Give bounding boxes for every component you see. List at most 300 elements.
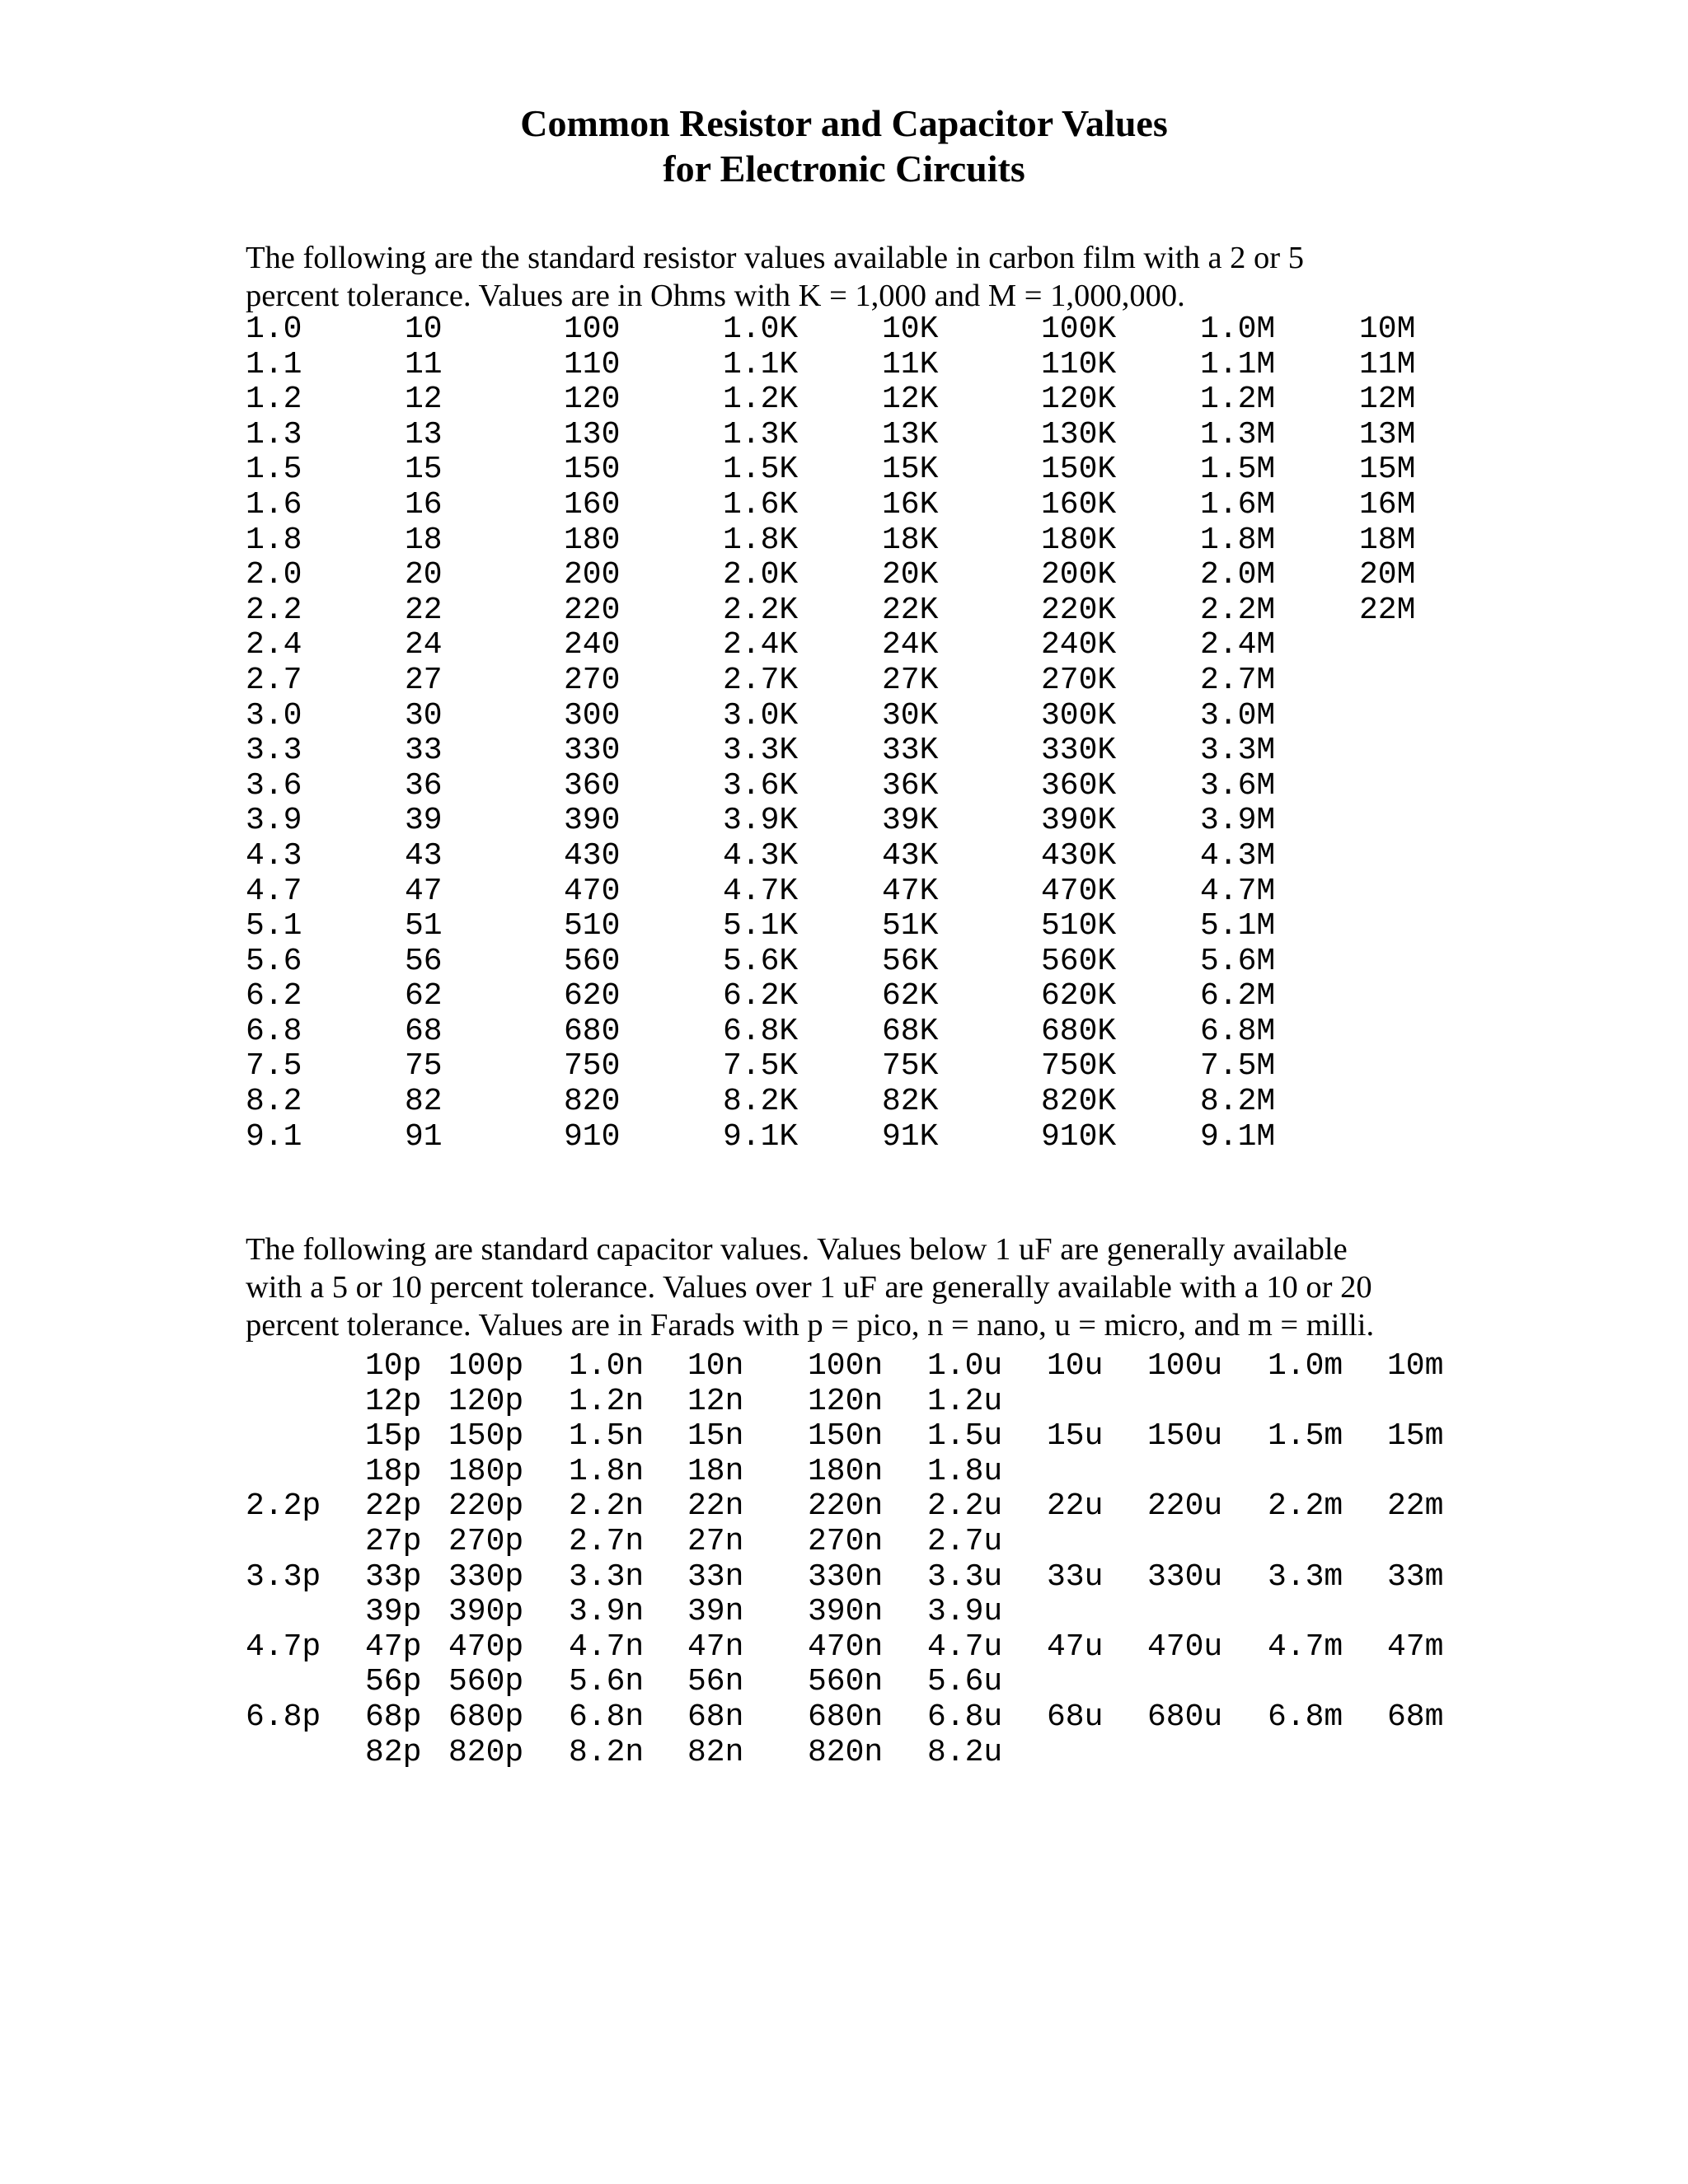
resistor-value: 82: [405, 1084, 443, 1120]
capacitor-value: 100p: [448, 1348, 524, 1384]
resistor-row: [246, 839, 1441, 874]
capacitor-value: 3.9n: [569, 1594, 645, 1630]
capacitor-value: 1.0u: [927, 1348, 1003, 1384]
capacitor-row: [246, 1525, 1441, 1560]
resistor-value: 2.7: [246, 662, 302, 698]
resistor-value: 20M: [1359, 557, 1416, 593]
capacitor-value: 6.8m: [1268, 1699, 1343, 1735]
resistor-value: 200K: [1041, 557, 1117, 593]
resistor-value: 1.6: [246, 486, 302, 523]
resistor-value: 4.3K: [723, 837, 799, 874]
resistor-value: 18K: [882, 522, 939, 558]
resistor-value: 22: [405, 592, 443, 628]
resistor-value: 91K: [882, 1118, 939, 1155]
resistor-value: 1.5: [246, 452, 302, 488]
resistor-value: 510: [564, 908, 621, 944]
resistor-value: 2.0K: [723, 557, 799, 593]
capacitor-value: 82n: [687, 1734, 744, 1770]
resistor-value: 3.3: [246, 733, 302, 769]
capacitor-intro-line: The following are standard capacitor values. Values below 1 uF are generally available: [246, 1232, 1348, 1267]
resistor-value: 75K: [882, 1048, 939, 1085]
capacitor-value: 18p: [365, 1453, 422, 1489]
resistor-value: 51: [405, 908, 443, 944]
capacitor-value: 4.7u: [927, 1629, 1003, 1665]
resistor-value: 2.0: [246, 557, 302, 593]
capacitor-value: 33p: [365, 1558, 422, 1595]
resistor-value: 130K: [1041, 416, 1117, 452]
capacitor-value: 2.2m: [1268, 1488, 1343, 1525]
resistor-value: 10K: [882, 312, 939, 347]
capacitor-row: [246, 1455, 1441, 1490]
capacitor-value: 39p: [365, 1594, 422, 1630]
capacitor-value: 22p: [365, 1488, 422, 1525]
resistor-row: [246, 733, 1441, 769]
capacitor-value: 820p: [448, 1734, 524, 1770]
resistor-value: 16M: [1359, 486, 1416, 523]
resistor-value: 430K: [1041, 837, 1117, 874]
resistor-value: 13M: [1359, 416, 1416, 452]
resistor-value: 6.8: [246, 1013, 302, 1049]
resistor-value: 15: [405, 452, 443, 488]
resistor-value: 6.8M: [1200, 1013, 1276, 1049]
resistor-value: 180K: [1041, 522, 1117, 558]
capacitor-value: 47u: [1047, 1629, 1104, 1665]
capacitor-value: 15m: [1387, 1418, 1444, 1455]
capacitor-value: 470n: [808, 1629, 884, 1665]
capacitor-value: 820n: [808, 1734, 884, 1770]
resistor-value: 4.7: [246, 873, 302, 909]
resistor-value: 6.8K: [723, 1013, 799, 1049]
capacitor-value: 120n: [808, 1383, 884, 1419]
resistor-value: 47: [405, 873, 443, 909]
resistor-value: 5.1: [246, 908, 302, 944]
resistor-intro-line: The following are the standard resistor values available in carbon film with a 2 or 5: [246, 241, 1304, 275]
resistor-row: [246, 488, 1441, 523]
resistor-value: 33: [405, 733, 443, 769]
resistor-value: 160K: [1041, 486, 1117, 523]
capacitor-row: [246, 1629, 1444, 1666]
capacitor-value: 180n: [808, 1453, 884, 1489]
resistor-value: 36K: [882, 767, 939, 804]
resistor-value: 5.6K: [723, 943, 799, 979]
capacitor-value: 6.8u: [927, 1699, 1003, 1735]
resistor-value: 24: [405, 627, 443, 663]
resistor-value: 13: [405, 416, 443, 452]
resistor-row: [246, 382, 1441, 418]
capacitor-value: 68p: [365, 1699, 422, 1735]
resistor-value: 560K: [1041, 943, 1117, 979]
resistor-value: 56: [405, 943, 443, 979]
resistor-row: [246, 1049, 1441, 1085]
capacitor-value: 3.9u: [927, 1594, 1003, 1630]
resistor-value: 220K: [1041, 592, 1117, 628]
resistor-row: [246, 769, 1441, 804]
resistor-value: 8.2: [246, 1084, 302, 1120]
resistor-value: 5.1K: [723, 908, 799, 944]
resistor-value: 3.0M: [1200, 697, 1276, 733]
resistor-value: 560: [564, 943, 621, 979]
capacitor-value: 1.8n: [569, 1453, 645, 1489]
capacitor-value: 680p: [448, 1699, 524, 1735]
resistor-row: [246, 628, 1441, 663]
resistor-value: 1.8M: [1200, 522, 1276, 558]
resistor-value: 1.2: [246, 382, 302, 418]
capacitor-value: 12p: [365, 1383, 422, 1419]
capacitor-intro-line: with a 5 or 10 percent tolerance. Values over 1 uF are generally available with a 10 or 20: [246, 1270, 1372, 1305]
capacitor-value: 47p: [365, 1629, 422, 1665]
resistor-value: 2.0M: [1200, 557, 1276, 593]
capacitor-value: 10u: [1047, 1348, 1104, 1384]
resistor-value: 150K: [1041, 452, 1117, 488]
resistor-row: [246, 1085, 1441, 1120]
resistor-value: 2.4M: [1200, 627, 1276, 663]
resistor-value: 5.6M: [1200, 943, 1276, 979]
resistor-value: 39: [405, 803, 443, 839]
capacitor-value: 330u: [1147, 1558, 1223, 1595]
capacitor-value: 82p: [365, 1734, 422, 1770]
capacitor-value: 68u: [1047, 1699, 1104, 1735]
capacitor-value: 68m: [1387, 1699, 1444, 1735]
resistor-value: 15M: [1359, 452, 1416, 488]
capacitor-value: 680u: [1147, 1699, 1223, 1735]
resistor-value: 6.2: [246, 978, 302, 1015]
resistor-value: 1.5K: [723, 452, 799, 488]
resistor-value: 8.2K: [723, 1084, 799, 1120]
capacitor-value: 3.3u: [927, 1558, 1003, 1595]
resistor-value: 100K: [1041, 312, 1117, 347]
resistor-value: 4.7K: [723, 873, 799, 909]
capacitor-value: 220n: [808, 1488, 884, 1525]
resistor-value: 1.8: [246, 522, 302, 558]
capacitor-row: [246, 1348, 1444, 1385]
capacitor-value: 8.2n: [569, 1734, 645, 1770]
resistor-value: 11: [405, 346, 443, 382]
resistor-value: 8.2M: [1200, 1084, 1276, 1120]
resistor-row: [246, 804, 1441, 839]
resistor-value: 2.2: [246, 592, 302, 628]
resistor-row: [246, 944, 1441, 980]
resistor-value: 750K: [1041, 1048, 1117, 1085]
resistor-value: 3.0K: [723, 697, 799, 733]
capacitor-value: 220p: [448, 1488, 524, 1525]
resistor-value: 330: [564, 733, 621, 769]
resistor-value: 22M: [1359, 592, 1416, 628]
resistor-value: 91: [405, 1118, 443, 1155]
resistor-value: 270: [564, 662, 621, 698]
resistor-value: 5.1M: [1200, 908, 1276, 944]
resistor-value: 33K: [882, 733, 939, 769]
resistor-value: 43K: [882, 837, 939, 874]
resistor-value: 820K: [1041, 1084, 1117, 1120]
resistor-row: [246, 418, 1441, 453]
capacitor-row: [246, 1665, 1441, 1700]
resistor-value: 13K: [882, 416, 939, 452]
capacitor-value: 2.2p: [246, 1488, 321, 1525]
capacitor-value: 270n: [808, 1523, 884, 1559]
capacitor-value: 100u: [1147, 1348, 1223, 1384]
capacitor-value: 22u: [1047, 1488, 1104, 1525]
capacitor-value: 150p: [448, 1418, 524, 1455]
resistor-value: 20K: [882, 557, 939, 593]
capacitor-value: 39n: [687, 1594, 744, 1630]
capacitor-value: 150u: [1147, 1418, 1223, 1455]
capacitor-value: 4.7p: [246, 1629, 321, 1665]
capacitor-value: 390n: [808, 1594, 884, 1630]
resistor-row: [246, 699, 1441, 734]
resistor-value: 2.2K: [723, 592, 799, 628]
resistor-value: 16: [405, 486, 443, 523]
capacitor-value: 2.7n: [569, 1523, 645, 1559]
resistor-value: 62: [405, 978, 443, 1015]
capacitor-value: 1.0n: [569, 1348, 645, 1384]
resistor-value: 3.6K: [723, 767, 799, 804]
resistor-value: 30K: [882, 697, 939, 733]
capacitor-value: 330p: [448, 1558, 524, 1595]
capacitor-value: 390p: [448, 1594, 524, 1630]
resistor-value: 1.0: [246, 312, 302, 347]
resistor-value: 9.1K: [723, 1118, 799, 1155]
capacitor-value: 1.0m: [1268, 1348, 1343, 1384]
capacitor-value: 1.2n: [569, 1383, 645, 1419]
resistor-value: 1.3K: [723, 416, 799, 452]
resistor-value: 6.2M: [1200, 978, 1276, 1015]
resistor-value: 1.3: [246, 416, 302, 452]
resistor-value: 39K: [882, 803, 939, 839]
resistor-value: 5.6: [246, 943, 302, 979]
resistor-value: 1.0K: [723, 312, 799, 347]
resistor-value: 11M: [1359, 346, 1416, 382]
resistor-value: 4.7M: [1200, 873, 1276, 909]
resistor-row: [246, 312, 1441, 348]
capacitor-value: 4.7m: [1268, 1629, 1343, 1665]
capacitor-value: 470p: [448, 1629, 524, 1665]
resistor-value: 1.1M: [1200, 346, 1276, 382]
resistor-row: [246, 558, 1441, 593]
capacitor-value: 6.8p: [246, 1699, 321, 1735]
resistor-value: 30: [405, 697, 443, 733]
resistor-value: 2.4K: [723, 627, 799, 663]
resistor-value: 51K: [882, 908, 939, 944]
resistor-value: 3.3K: [723, 733, 799, 769]
resistor-row: [246, 663, 1441, 699]
resistor-value: 2.4: [246, 627, 302, 663]
capacitor-value: 10p: [365, 1348, 422, 1384]
resistor-value: 110: [564, 346, 621, 382]
resistor-value: 4.3: [246, 837, 302, 874]
resistor-value: 3.3M: [1200, 733, 1276, 769]
capacitor-value: 56p: [365, 1664, 422, 1700]
capacitor-value: 22n: [687, 1488, 744, 1525]
resistor-row: [246, 979, 1441, 1015]
capacitor-value: 180p: [448, 1453, 524, 1489]
resistor-value: 1.2K: [723, 382, 799, 418]
resistor-value: 12M: [1359, 382, 1416, 418]
capacitor-row: [246, 1699, 1444, 1736]
capacitor-value: 100n: [808, 1348, 884, 1384]
resistor-value: 7.5M: [1200, 1048, 1276, 1085]
capacitor-value: 3.3p: [246, 1558, 321, 1595]
capacitor-value: 1.5m: [1268, 1418, 1343, 1455]
capacitor-value: 10m: [1387, 1348, 1444, 1384]
resistor-value: 100: [564, 312, 621, 347]
resistor-value: 47K: [882, 873, 939, 909]
capacitor-value: 12n: [687, 1383, 744, 1419]
capacitor-row: [246, 1558, 1444, 1596]
resistor-value: 1.8K: [723, 522, 799, 558]
resistor-row: [246, 523, 1441, 559]
resistor-value: 15K: [882, 452, 939, 488]
resistor-value: 470: [564, 873, 621, 909]
resistor-value: 1.6K: [723, 486, 799, 523]
resistor-value: 120K: [1041, 382, 1117, 418]
capacitor-value: 3.3n: [569, 1558, 645, 1595]
resistor-value: 10M: [1359, 312, 1416, 347]
resistor-value: 10: [405, 312, 443, 347]
resistor-value: 7.5: [246, 1048, 302, 1085]
resistor-row: [246, 348, 1441, 383]
capacitor-value: 27n: [687, 1523, 744, 1559]
capacitor-value: 47m: [1387, 1629, 1444, 1665]
resistor-row: [246, 1120, 1441, 1155]
resistor-value: 620: [564, 978, 621, 1015]
capacitor-value: 150n: [808, 1418, 884, 1455]
resistor-value: 110K: [1041, 346, 1117, 382]
resistor-intro-line: percent tolerance. Values are in Ohms with K = 1,000 and M = 1,000,000.: [246, 279, 1185, 313]
resistor-value: 240K: [1041, 627, 1117, 663]
capacitor-value: 3.3m: [1268, 1558, 1343, 1595]
capacitor-value: 15u: [1047, 1418, 1104, 1455]
resistor-value: 470K: [1041, 873, 1117, 909]
resistor-value: 1.5M: [1200, 452, 1276, 488]
capacitor-value: 47n: [687, 1629, 744, 1665]
resistor-value: 240: [564, 627, 621, 663]
resistor-value: 130: [564, 416, 621, 452]
resistor-value: 3.9M: [1200, 803, 1276, 839]
resistor-value: 510K: [1041, 908, 1117, 944]
resistor-value: 360: [564, 767, 621, 804]
resistor-value: 750: [564, 1048, 621, 1085]
resistor-row: [246, 452, 1441, 488]
resistor-value: 3.6M: [1200, 767, 1276, 804]
capacitor-value: 1.8u: [927, 1453, 1003, 1489]
resistor-row: [246, 1015, 1441, 1050]
resistor-value: 300: [564, 697, 621, 733]
capacitor-value: 2.7u: [927, 1523, 1003, 1559]
resistor-value: 9.1: [246, 1118, 302, 1155]
capacitor-row: [246, 1736, 1441, 1771]
capacitor-value: 330n: [808, 1558, 884, 1595]
resistor-value: 82K: [882, 1084, 939, 1120]
resistor-value: 430: [564, 837, 621, 874]
resistor-value: 620K: [1041, 978, 1117, 1015]
capacitor-value: 15p: [365, 1418, 422, 1455]
capacitor-value: 8.2u: [927, 1734, 1003, 1770]
capacitor-values-table: [246, 1348, 1444, 1770]
capacitor-intro-paragraph: [246, 1230, 1482, 1344]
capacitor-row: [246, 1595, 1441, 1630]
capacitor-value: 18n: [687, 1453, 744, 1489]
resistor-value: 3.6: [246, 767, 302, 804]
capacitor-value: 120p: [448, 1383, 524, 1419]
resistor-value: 3.9K: [723, 803, 799, 839]
page-title-line-1: Common Resistor and Capacitor Values: [520, 102, 1168, 144]
resistor-value: 12K: [882, 382, 939, 418]
resistor-value: 1.1K: [723, 346, 799, 382]
capacitor-value: 220u: [1147, 1488, 1223, 1525]
resistor-value: 68K: [882, 1013, 939, 1049]
resistor-value: 1.0M: [1200, 312, 1276, 347]
resistor-value: 11K: [882, 346, 939, 382]
resistor-value: 160: [564, 486, 621, 523]
resistor-values-table: [246, 312, 1441, 1155]
resistor-value: 18M: [1359, 522, 1416, 558]
capacitor-value: 560p: [448, 1664, 524, 1700]
page-title-line-2: for Electronic Circuits: [663, 148, 1025, 190]
capacitor-row: [246, 1488, 1444, 1525]
capacitor-value: 5.6u: [927, 1664, 1003, 1700]
resistor-value: 1.2M: [1200, 382, 1276, 418]
resistor-value: 360K: [1041, 767, 1117, 804]
resistor-value: 16K: [882, 486, 939, 523]
resistor-value: 820: [564, 1084, 621, 1120]
resistor-value: 27: [405, 662, 443, 698]
resistor-value: 150: [564, 452, 621, 488]
resistor-value: 43: [405, 837, 443, 874]
resistor-value: 390: [564, 803, 621, 839]
resistor-row: [246, 593, 1441, 629]
resistor-value: 2.7K: [723, 662, 799, 698]
resistor-value: 1.6M: [1200, 486, 1276, 523]
resistor-value: 6.2K: [723, 978, 799, 1015]
resistor-value: 2.7M: [1200, 662, 1276, 698]
capacitor-value: 1.5n: [569, 1418, 645, 1455]
capacitor-value: 10n: [687, 1348, 744, 1384]
resistor-value: 18: [405, 522, 443, 558]
resistor-value: 910: [564, 1118, 621, 1155]
resistor-value: 180: [564, 522, 621, 558]
capacitor-value: 2.2n: [569, 1488, 645, 1525]
resistor-value: 270K: [1041, 662, 1117, 698]
resistor-value: 3.9: [246, 803, 302, 839]
resistor-value: 24K: [882, 627, 939, 663]
resistor-value: 27K: [882, 662, 939, 698]
capacitor-value: 22m: [1387, 1488, 1444, 1525]
resistor-value: 220: [564, 592, 621, 628]
capacitor-row: [246, 1418, 1444, 1455]
resistor-value: 3.0: [246, 697, 302, 733]
resistor-value: 910K: [1041, 1118, 1117, 1155]
capacitor-value: 56n: [687, 1664, 744, 1700]
capacitor-value: 4.7n: [569, 1629, 645, 1665]
resistor-value: 680: [564, 1013, 621, 1049]
capacitor-value: 33m: [1387, 1558, 1444, 1595]
resistor-value: 2.2M: [1200, 592, 1276, 628]
resistor-value: 120: [564, 382, 621, 418]
resistor-value: 62K: [882, 978, 939, 1015]
capacitor-value: 33u: [1047, 1558, 1104, 1595]
resistor-value: 200: [564, 557, 621, 593]
resistor-value: 680K: [1041, 1013, 1117, 1049]
capacitor-value: 68n: [687, 1699, 744, 1735]
capacitor-value: 15n: [687, 1418, 744, 1455]
resistor-value: 7.5K: [723, 1048, 799, 1085]
resistor-value: 330K: [1041, 733, 1117, 769]
capacitor-value: 470u: [1147, 1629, 1223, 1665]
resistor-value: 22K: [882, 592, 939, 628]
resistor-value: 20: [405, 557, 443, 593]
capacitor-value: 680n: [808, 1699, 884, 1735]
resistor-row: [246, 874, 1441, 910]
